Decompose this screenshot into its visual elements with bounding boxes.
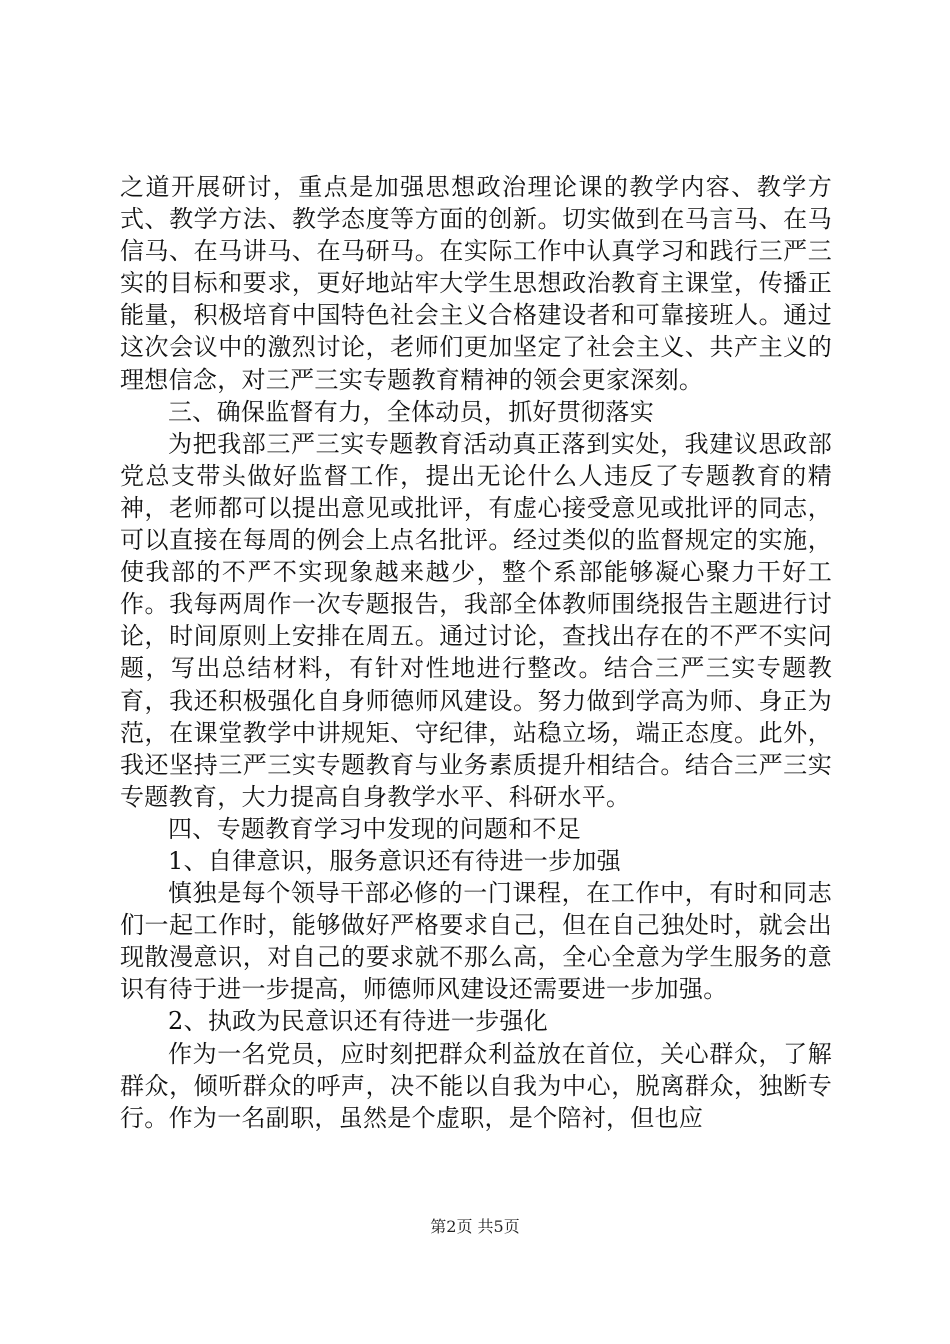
subheading-2: 2、执政为民意识还有待进一步强化 bbox=[168, 1007, 549, 1036]
section-heading-4: 四、专题教育学习中发现的问题和不足 bbox=[168, 814, 582, 843]
paragraph-continuation: 之道开展研讨，重点是加强思想政治理论课的教学内容、教学方式、教学方法、教学态度等方面的创新。切实做到在马言马、在马信马、在马讲马、在马研马。在实际工作中认真学习和践行三严三实的目标和要求，更好地站牢大学生思想政治教育主课堂，传播正能量，积极培育中国特色社会主义合格建设者和可靠接班人。通过这次会议中的激烈讨论，老师们更加坚定了社会主义、共产主义的理想信念，对三严三实专题教育精神的领会更家深刻。 bbox=[120, 173, 832, 394]
page-number-footer: 第2页 共5页 bbox=[430, 1217, 520, 1236]
section-heading-3: 三、确保监督有力，全体动员，抓好贯彻落实 bbox=[168, 397, 654, 426]
paragraph-serve-people: 作为一名党员，应时刻把群众利益放在首位，关心群众，了解群众，倾听群众的呼声，决不能以自我为中心，脱离群众，独断专行。作为一名副职，虽然是个虚职，是个陪衬，但也应 bbox=[120, 1039, 832, 1132]
subheading-1: 1、自律意识，服务意识还有待进一步加强 bbox=[168, 846, 621, 875]
paragraph-self-discipline: 慎独是每个领导干部必修的一门课程，在工作中，有时和同志们一起工作时，能够做好严格要求自己，但在自己独处时，就会出现散漫意识，对自己的要求就不那么高，全心全意为学生服务的意识有待于进一步提高，师德师风建设还需要进一步加强。 bbox=[120, 879, 832, 1004]
body-text bbox=[120, 171, 832, 1134]
paragraph-supervision: 为把我部三严三实专题教育活动真正落到实处，我建议思政部党总支带头做好监督工作，提出无论什么人违反了专题教育的精神，老师都可以提出意见或批评，有虚心接受意见或批评的同志，可以直接在每周的例会上点名批评。经过类似的监督规定的实施，使我部的不严不实现象越来越少，整个系部能够凝心聚力干好工作。我每两周作一次专题报告，我部全体教师围绕报告主题进行讨论，时间原则上安排在周五。通过讨论，查找出存在的不严不实问题，写出总结材料，有针对性地进行整改。结合三严三实专题教育，我还积极强化自身师德师风建设。努力做到学高为师、身正为范，在课堂教学中讲规矩、守纪律，站稳立场，端正态度。此外，我还坚持三严三实专题教育与业务素质提升相结合。结合三严三实专题教育，大力提高自身教学水平、科研水平。 bbox=[120, 429, 832, 811]
